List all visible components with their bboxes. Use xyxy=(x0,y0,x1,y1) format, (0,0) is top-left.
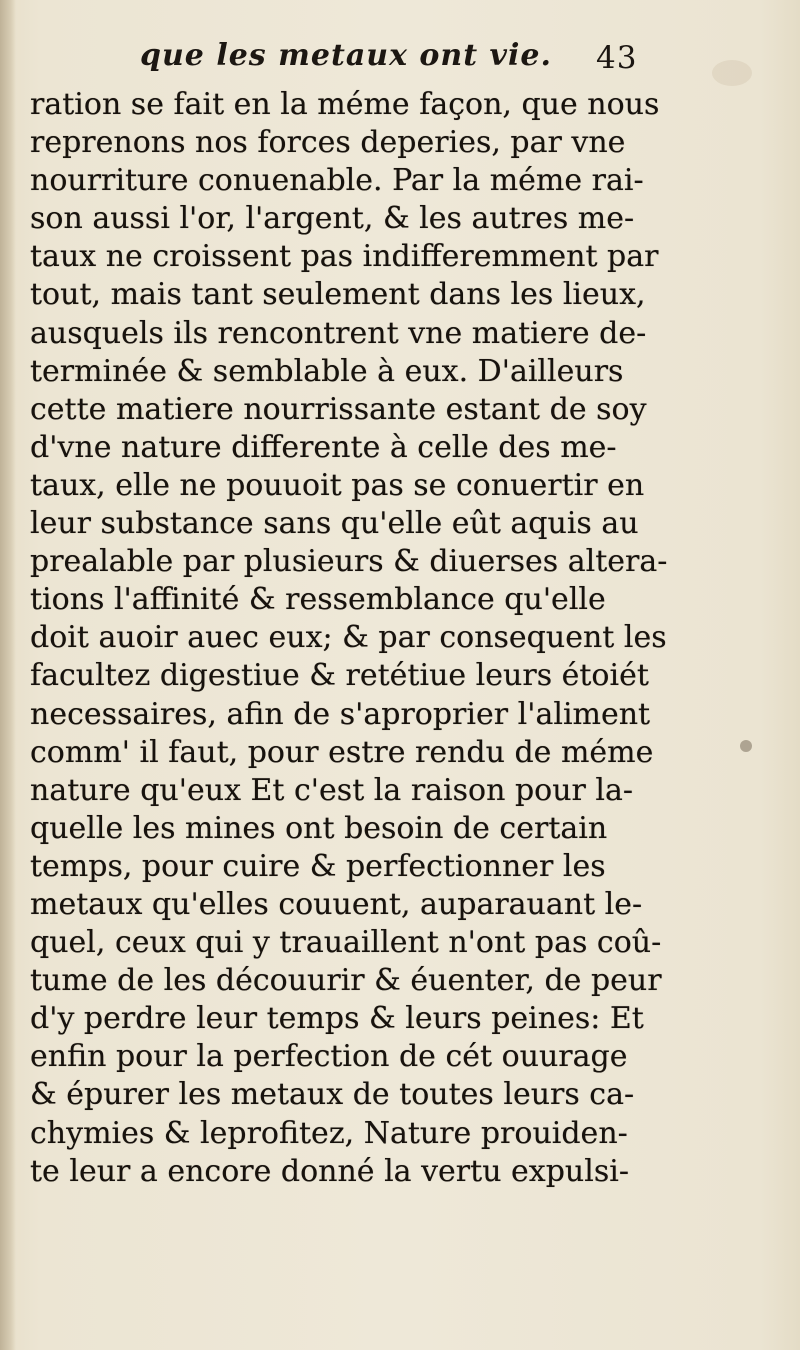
text-line: te leur a encore donné la vertu expulsi- xyxy=(30,1153,629,1189)
text-line: facultez digestiue & retétiue leurs étoiét xyxy=(30,658,649,694)
paper-stain xyxy=(712,60,752,86)
text-line: d'vne nature differente à celle des me- xyxy=(30,429,617,465)
text-line: tions l'affinité & ressemblance qu'elle xyxy=(30,582,606,618)
paper-stain xyxy=(740,740,752,752)
text-line: enfin pour la perfection de cét ouurage xyxy=(30,1039,628,1075)
text-line: nourriture conuenable. Par la méme rai- xyxy=(30,163,644,199)
text-line: doit auoir auec eux; & par consequent les xyxy=(30,620,667,656)
text-line: quelle les mines ont besoin de certain xyxy=(30,810,608,846)
text-line: d'y perdre leur temps & leurs peines: Et xyxy=(30,1001,644,1037)
text-line: necessaires, afin de s'aproprier l'aliment xyxy=(30,696,651,732)
text-line: & épurer les metaux de toutes leurs ca- xyxy=(30,1077,635,1113)
text-line: son aussi l'or, l'argent, & les autres me- xyxy=(30,201,635,237)
text-line: ausquels ils rencontrent vne matiere de- xyxy=(30,315,647,351)
text-line: prealable par plusieurs & diuerses altera- xyxy=(30,544,668,580)
text-line: comm' il faut, pour estre rendu de méme xyxy=(30,734,654,770)
text-line: tume de les découurir & éuenter, de peur xyxy=(30,963,662,999)
text-line: chymies & leprofitez, Nature prouiden- xyxy=(30,1115,628,1151)
text-line: metaux qu'elles couuent, auparauant le- xyxy=(30,886,643,922)
text-line: taux, elle ne pouuoit pas se conuertir en xyxy=(30,467,645,503)
page-number: 43 xyxy=(596,40,638,76)
body-text xyxy=(30,86,668,1316)
text-line: cette matiere nourrissante estant de soy xyxy=(30,391,647,427)
text-line: leur substance sans qu'elle eût aquis au xyxy=(30,506,639,542)
text-line: tout, mais tant seulement dans les lieux, xyxy=(30,277,646,313)
text-line: terminée & semblable à eux. D'ailleurs xyxy=(30,353,624,389)
text-line: quel, ceux qui y trauaillent n'ont pas coû- xyxy=(30,925,662,961)
running-head: que les metaux ont vie. xyxy=(140,38,552,73)
text-line: temps, pour cuire & perfectionner les xyxy=(30,848,606,884)
text-line: taux ne croissent pas indifferemment par xyxy=(30,239,659,275)
text-line: nature qu'eux Et c'est la raison pour la- xyxy=(30,772,634,808)
page-gutter-shadow xyxy=(0,0,16,1350)
text-line: reprenons nos forces deperies, par vne xyxy=(30,125,626,161)
text-line: ration se fait en la méme façon, que nous xyxy=(30,87,660,122)
